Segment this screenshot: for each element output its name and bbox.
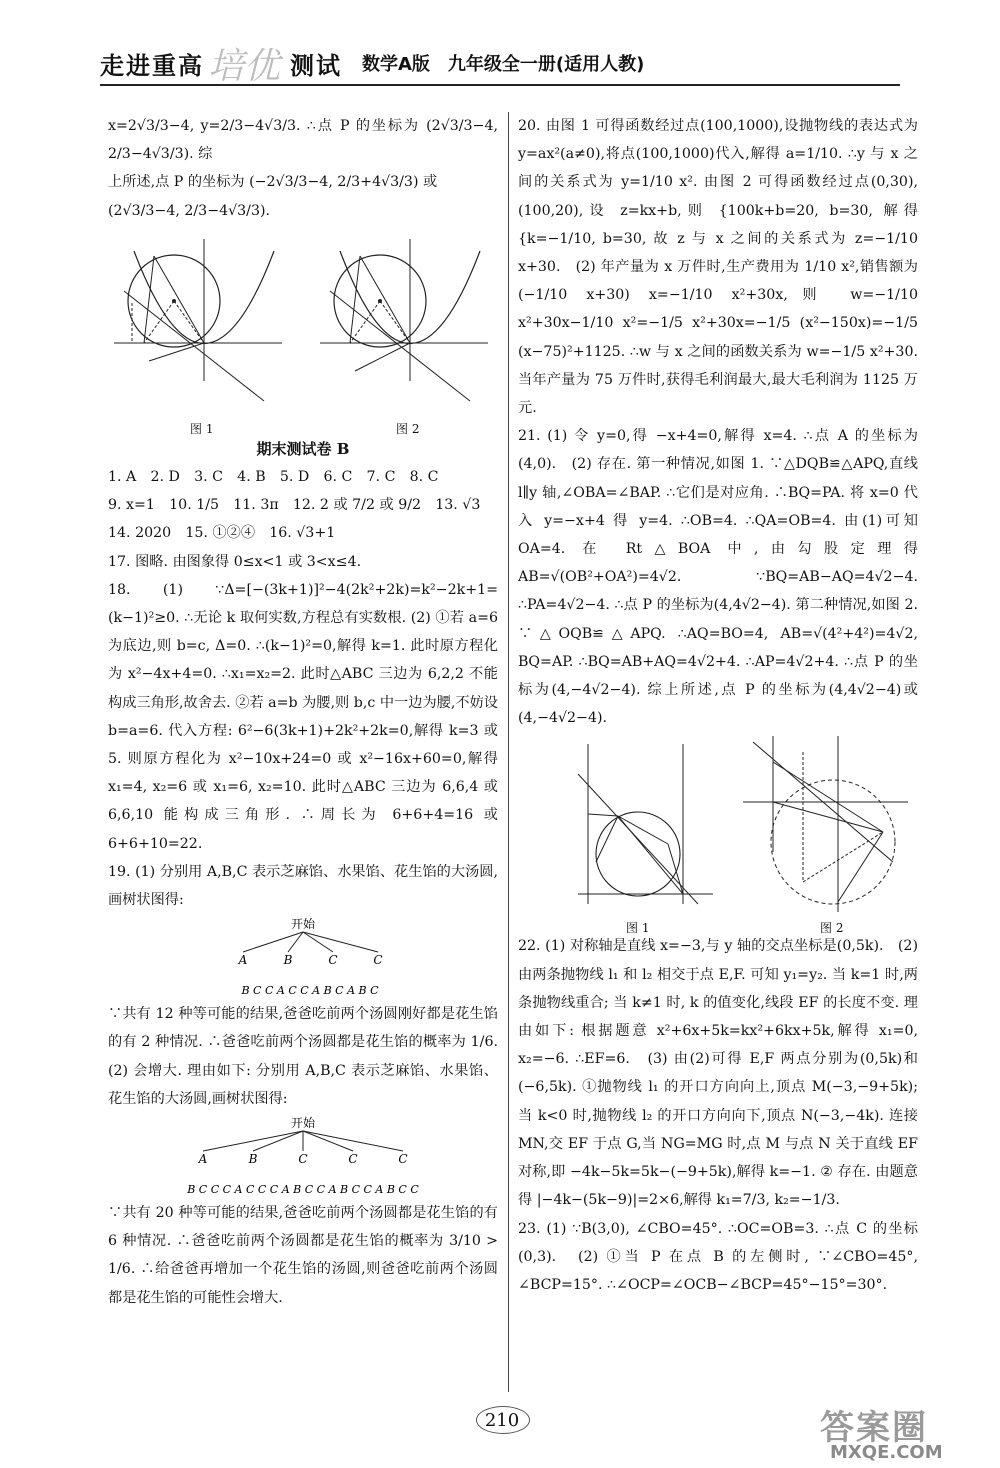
figure-row-circles [108,225,498,435]
page-number-badge [472,1400,532,1438]
tree-1-node-1: A [238,953,248,968]
series-test-label: 测试 [290,52,342,80]
watermark-url: MXQE.COM [830,1442,943,1463]
tree-diagram-2 [108,1113,498,1199]
series-art-logo: 培优 [208,46,281,87]
tree-2-node-2: B [248,1152,258,1167]
tree-1-lines [108,914,498,1000]
text-p3: (2√3/3−4, 2/3−4√3/3). [108,202,271,219]
answers-row-3: 14. 2020 15. ①②④ 16. √3+1 [108,525,336,542]
answer-19-part-c: ∵共有 20 种等可能的结果,爸爸吃前两个汤圆都是花生馅的有 6 种情况. ∴爸爸吃前两个汤圆都是花生馅的概率为 3/10 > 1/6. ∴给爸爸再增加一个花生馅的汤圆,则爸爸吃前两个汤圆都是花生馅的可能性会增大. [108,1205,498,1306]
q21-figure-1 [558,734,718,914]
answer-20: 20. 由图 1 可得函数经过点(100,1000),设抛物线的表达式为 y=ax²(a≠0),将点(100,1000)代入,解得 a=1/10. ∴y 与 x 之间的关系式为 y=1/10 x². 由图 2 可得函数经过点(0,30),(100,20),设 z=kx+b,则 {100k+b=20, b=30, 解得 {k=−1/10, b=30, 故 z 与 x 之间的关系式为 z=−1/10 x+30. (2) 年产量为 x 万件时,生产费用为 1/10 x²,销售额为 (−1/10 x+30) x=−1/10 x²+30x,则 w=−1/10 x²+30x−1/10 x²=−1/5 x²+30x=−1/5 (x²−150x)=−1/5 (x−75)²+1125. ∴w 与 x 之间的函数关系为 w=−1/5 x²+30. 当年产量为 75 万件时,获得毛利润最大,最大毛利润为 1125 万元. [518,118,918,417]
section-title: 期末测试卷 B [256,439,350,458]
answers-row-2: 9. x=1 10. 1/5 11. 3π 12. 2 或 7/2 或 9/2 13. √3 [108,497,481,514]
q21-figure-1-caption: 图 1 [626,921,650,936]
answer-22: 22. (1) 对称轴是直线 x=−3,与 y 轴的交点坐标是(0,5k). (2) 由两条抛物线 l₁ 和 l₂ 相交于点 E,F. 可知 y₁=y₂. 当 k=1 时,两条抛物线重合; 当 k≠1 时, k 的值变化,线段 EF 的长度不变. 理由如下: 根据题意 x²+6x+5k=kx²+6kx+5k,解得 x₁=0, x₂=−6. ∴EF=6. (3) 由(2)可得 E,F 两点分别为(0,5k)和(−6,5k). ①抛物线 l₁ 的开口方向向上,顶点 M(−3,−9+5k); 当 k<0 时,抛物线 l₂ 的开口方向向下,顶点 N(−3,−4k). 连接 MN,交 EF 于点 G,当 NG=MG 时,点 M 与点 N 关于直线 EF 对称,即 −4k−5k=5k−(−9+5k),解得 k=−1. ② 存在. 由题意得 |−4k−(5k−9)|=2×6,解得 k₁=7/3, k₂=−1/3. [518,938,918,1209]
q21-figure-2-caption: 图 2 [820,921,844,936]
answer-23: 23. (1) ∵B(3,0), ∠CBO=45°. ∴OC=OB=3. ∴点 C 的坐标(0,3). (2) ①当 P 在点 B 的左侧时, ∵∠CBO=45°, ∠BCP=15°. ∴∠OCP=∠OCB−∠BCP=45°−15°=30°. [518,1220,918,1293]
figure-row-q21 [518,732,918,936]
column-divider [508,112,509,1392]
tree-1-node-2: B [283,953,293,968]
page-number: 210 [484,1410,520,1431]
right-column [518,112,918,1299]
tree-2-root: 开始 [290,1116,316,1131]
tree-2-leaves: B C C C A C C C A B C C A B C C A B C C [187,1183,419,1197]
header-rule [100,84,900,86]
text-p1: x=2√3/3−4, y=2/3−4√3/3. ∴点 P 的坐标为 (2√3/3−4, 2/3−4√3/3). 综 [108,118,498,163]
answer-19-part-a: 19. (1) 分别用 A,B,C 表示芝麻馅、水果馅、花生馅的大汤圆,画树状图得: [108,863,498,909]
tree-2-node-5: C [398,1152,408,1167]
tree-1-node-4: C [373,953,383,968]
answer-19-part-b: ∵共有 12 种等可能的结果,爸爸吃前两个汤圆刚好都是花生馅的有 2 种情况. ∴爸爸吃前两个汤圆都是花生馅的概率为 1/6. (2) 会增大. 理由如下: 分别用 A,B,C 表示芝麻馅、水果馅、花生馅的大汤圆,画树状图得: [108,1006,513,1107]
figure-1-diagram [114,231,284,417]
tree-1-root: 开始 [290,917,316,932]
tree-2-node-4: C [348,1152,358,1167]
page-header [100,42,900,87]
tree-2-lines [108,1113,498,1199]
left-column [108,112,513,1312]
figure-1-caption: 图 1 [190,421,214,436]
answer-17: 17. 图略. 由图象得 0≤x<1 或 3<x≤4. [108,553,362,570]
figure-2-diagram [320,231,490,417]
watermark [820,1400,1000,1468]
q21-figure-2 [733,732,913,922]
figure-2-caption: 图 2 [396,421,420,436]
series-title: 走进重高 [100,52,204,80]
tree-2-node-1: A [198,1152,208,1167]
answers-row-1: 1. A 2. D 3. C 4. B 5. D 6. C 7. C 8. C [108,469,439,486]
watermark-logo-text: 答案圈 [820,1408,928,1448]
tree-1-node-3: C [328,953,338,968]
tree-1-leaves: B C C A C C A B C A B C [241,984,379,998]
answer-18: 18. (1) ∵Δ=[−(3k+1)]²−4(2k²+2k)=k²−2k+1=(k−1)²≥0. ∴无论 k 取何实数,方程总有实数根. (2) ①若 a=6 为底边,则 b=c, Δ=0. ∴(k−1)²=0,解得 k=1. 此时原方程化为 x²−4x+4=0. ∴x₁=x₂=2. 此时△ABC 三边为 6,2,2 不能构成三角形,故舍去. ②若 a=b 为腰,则 b,c 中一边为腰,不妨设 b=a=6. 代入方程: 6²−6(3k+1)+2k²+2k=0,解得 k=3 或 5. 则原方程化为 x²−10x+24=0 或 x²−16x+60=0,解得 x₁=4, x₂=6 或 x₁=6, x₂=10. 此时△ABC 三边为 6,6,4 或 6,6,10 能构成三角形. ∴周长为 6+6+4=16 或 6+6+10=22. [108,581,498,852]
text-p2: 上所述,点 P 的坐标为 (−2√3/3−4, 2/3+4√3/3) 或 [108,174,438,191]
book-subtitle: 数学A版 九年级全一册(适用人教) [362,54,645,75]
tree-2-node-3: C [298,1152,308,1167]
tree-diagram-1 [108,914,498,1000]
answer-21: 21. (1) 令 y=0,得 −x+4=0,解得 x=4. ∴点 A 的坐标为 (4,0). (2) 存在. 第一种情况,如图 1. ∵△DQB≌△APQ,直线 l∥y 轴,∠OBA=∠BAP. ∴它们是对应角. ∴BQ=PA. 将 x=0 代入 y=−x+4 得 y=4. ∴OB=4. ∴QA=OB=4. 由(1)可知 OA=4. 在 Rt△BOA 中,由勾股定理得 AB=√(OB²+OA²)=4√2. ∵BQ=AB−AQ=4√2−4. ∴PA=4√2−4. ∴点 P 的坐标为(4,4√2−4). 第二种情况,如图 2. ∵△OQB≌△APQ. ∴AQ=BO=4, AB=√(4²+4²)=4√2, BQ=AP. ∴BQ=AB+AQ=4√2+4. ∴AP=4√2+4. ∴点 P 的坐标为(4,−4√2−4). 综上所述,点 P 的坐标为(4,4√2−4)或(4,−4√2−4). [518,428,918,727]
